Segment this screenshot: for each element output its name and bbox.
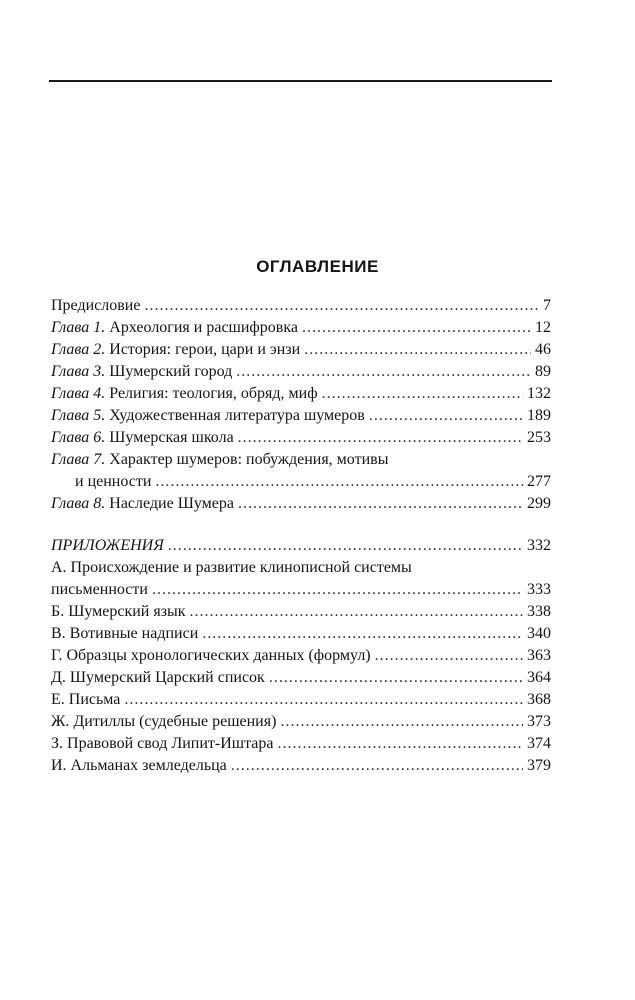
- dot-leader: [304, 339, 531, 361]
- dot-leader: [280, 711, 523, 733]
- entry-page: 374: [527, 735, 551, 752]
- entry-page: 364: [527, 669, 551, 686]
- entry-page: 253: [527, 429, 551, 446]
- dot-leader: [231, 755, 523, 777]
- entry-title: В. Вотивные надписи: [51, 625, 199, 642]
- entry-page: 332: [527, 537, 551, 554]
- toc-entry-chapter-8[interactable]: [51, 493, 551, 515]
- entry-title: З. Правовой свод Липит-Иштара: [51, 735, 274, 752]
- entry-title: Шумерская школа: [109, 429, 234, 446]
- dot-leader: [302, 317, 531, 339]
- entry-page: 379: [527, 757, 551, 774]
- entry-page: 373: [527, 713, 551, 730]
- entry-page: 333: [527, 581, 551, 598]
- entry-title: Шумерский город: [109, 363, 233, 380]
- dot-leader: [369, 405, 523, 427]
- chapter-label: Глава 2.: [51, 341, 106, 358]
- dot-leader: [238, 493, 523, 515]
- chapter-label: Глава 7.: [51, 451, 106, 468]
- dot-leader: [375, 645, 523, 667]
- entry-title: Б. Шумерский язык: [51, 603, 186, 620]
- toc-entry-chapter-2[interactable]: [51, 339, 551, 361]
- entry-title: Ж. Дитиллы (судебные решения): [51, 713, 277, 730]
- toc-entry-appendix-a-continuation[interactable]: [51, 579, 551, 601]
- entry-title: Археология и расшифровка: [109, 319, 298, 336]
- toc-entry-appendix-b[interactable]: [51, 601, 551, 623]
- entry-page: 363: [527, 647, 551, 664]
- table-of-contents: [51, 295, 551, 777]
- entry-title: Художественная литература шумеров: [109, 407, 365, 424]
- toc-entry-chapter-7-continuation[interactable]: [51, 471, 551, 493]
- toc-entry-appendix-v[interactable]: [51, 623, 551, 645]
- toc-entry-chapter-7[interactable]: [51, 449, 551, 471]
- chapter-label: Глава 3.: [51, 363, 106, 380]
- entry-page: 189: [527, 407, 551, 424]
- entry-page: 12: [535, 319, 551, 336]
- dot-leader: [236, 361, 531, 383]
- entry-title: Д. Шумерский Царский список: [51, 669, 265, 686]
- entry-page: 277: [527, 473, 551, 490]
- entry-title: И. Альманах земледельца: [51, 757, 227, 774]
- entry-page: 299: [527, 495, 551, 512]
- toc-entry-appendix-zh[interactable]: [51, 711, 551, 733]
- toc-entry-appendices[interactable]: [51, 535, 551, 557]
- dot-leader: [277, 733, 523, 755]
- entry-title: История: герои, цари и энзи: [109, 341, 301, 358]
- entry-title: Религия: теология, обряд, миф: [109, 385, 318, 402]
- dot-leader: [269, 667, 523, 689]
- entry-page: 89: [535, 363, 551, 380]
- toc-entry-appendix-d[interactable]: [51, 667, 551, 689]
- entry-page: 7: [543, 297, 551, 314]
- entry-title: Предисловие: [51, 297, 141, 314]
- toc-entry-appendix-a[interactable]: [51, 557, 551, 579]
- entry-title: А. Происхождение и развитие клинописной системы: [51, 559, 412, 576]
- entry-page: 368: [527, 691, 551, 708]
- chapter-label: Глава 6.: [51, 429, 106, 446]
- toc-entry-appendix-z[interactable]: [51, 733, 551, 755]
- toc-heading: ОГЛАВЛЕНИЕ: [256, 257, 379, 276]
- dot-leader: [322, 383, 523, 405]
- entry-title: Г. Образцы хронологических данных (формул): [51, 647, 371, 664]
- toc-entry-appendix-g[interactable]: [51, 645, 551, 667]
- top-rule: [49, 80, 552, 82]
- dot-leader: [155, 471, 523, 493]
- dot-leader: [202, 623, 523, 645]
- toc-entry-chapter-1[interactable]: [51, 317, 551, 339]
- entry-title: Наследие Шумера: [109, 495, 234, 512]
- toc-entry-chapter-3[interactable]: [51, 361, 551, 383]
- dot-leader: [190, 601, 523, 623]
- entry-page: 338: [527, 603, 551, 620]
- dot-leader: [152, 579, 523, 601]
- toc-entry-chapter-5[interactable]: [51, 405, 551, 427]
- entry-page: 132: [527, 385, 551, 402]
- chapter-label: Глава 1.: [51, 319, 106, 336]
- toc-entry-appendix-i[interactable]: [51, 755, 551, 777]
- chapter-label: Глава 4.: [51, 385, 106, 402]
- dot-leader: [238, 427, 523, 449]
- dot-leader: [124, 689, 523, 711]
- dot-leader: [168, 535, 523, 557]
- chapter-label: Глава 5.: [51, 407, 106, 424]
- toc-entry-preface[interactable]: [51, 295, 551, 317]
- entry-title: Характер шумеров: побуждения, мотивы: [109, 451, 389, 468]
- toc-entry-chapter-6[interactable]: [51, 427, 551, 449]
- toc-entry-chapter-4[interactable]: [51, 383, 551, 405]
- chapter-label: Глава 8.: [51, 495, 106, 512]
- entry-page: 46: [535, 341, 551, 358]
- toc-entry-appendix-e[interactable]: [51, 689, 551, 711]
- entry-page: 340: [527, 625, 551, 642]
- entry-title-continuation: письменности: [51, 581, 148, 598]
- dot-leader: [144, 295, 539, 317]
- entry-title-continuation: и ценности: [75, 473, 152, 490]
- entry-title: Е. Письма: [51, 691, 121, 708]
- appendices-title: ПРИЛОЖЕНИЯ: [51, 537, 164, 554]
